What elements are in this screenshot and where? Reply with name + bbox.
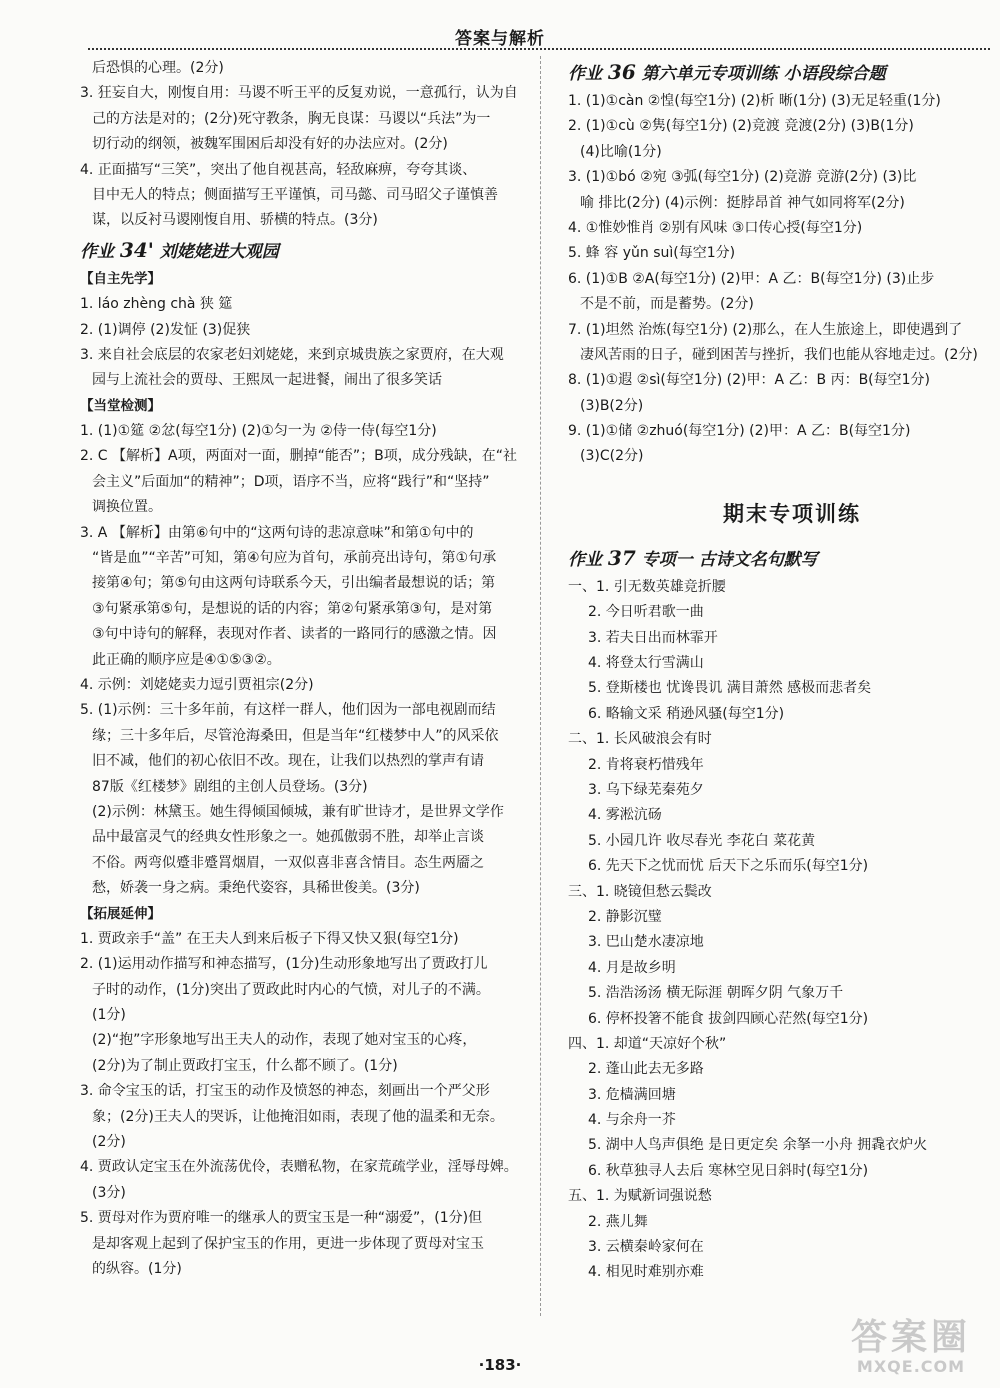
answer-line: 6. 停杯投箸不能食 拔剑四顾心茫然(每空1分): [588, 1010, 869, 1027]
section-title-text: 第六单元专项训练 小语段综合题: [635, 64, 886, 84]
watermark-url: MXQE.COM: [856, 1357, 966, 1376]
column-divider: [540, 56, 541, 1316]
left-column: [80, 56, 528, 1282]
answer-line: 3. 来自社会底层的农家老妇刘姥姥，来到京城贵族之家贾府，在大观: [80, 346, 504, 363]
answer-line: 5. 小园几许 收尽春光 李花白 菜花黄: [588, 832, 816, 849]
answer-line: 5. 湖中人鸟声俱绝 是日更定矣 余拏一小舟 拥毳衣炉火: [588, 1137, 928, 1154]
answer-line: (1分): [92, 1007, 126, 1024]
answer-line: (3)C(2分): [580, 448, 644, 465]
section-title: [568, 542, 1000, 575]
answer-line: 4. 示例：刘姥姥卖力逗引贾祖宗(2分): [80, 676, 314, 693]
answer-line: 4. 与余舟一芥: [588, 1112, 676, 1129]
answer-line: 不是不前，而是蓄势。(2分): [580, 296, 754, 313]
answer-line: 2. C 【解析】A项，两面对一面，删掉“能否”；B项，成分残缺，在“社: [80, 448, 517, 465]
answer-line: 四、1. 却道“天凉好个秋”: [568, 1035, 727, 1052]
answer-line: 2. 蓬山此去无多路: [588, 1061, 704, 1078]
chapter-title: 期末专项训练: [723, 500, 861, 526]
answer-line: 5. (1)示例：三十多年前，有这样一群人，他们因为一部电视剧而结: [80, 702, 496, 719]
answer-line: 3. 狂妄自大，刚愎自用：马谡不听王平的反复劝说，一意孤行，认为自: [80, 85, 518, 102]
answer-line: 喻 排比(2分) (4)示例：挺脖昂首 神气如同将军(2分): [580, 194, 905, 211]
answer-line: 接第④句；第⑤句由这两句诗联系今天，引出编者最想说的话；第: [92, 575, 496, 592]
section-title: [80, 234, 528, 267]
answer-line: 1. (1)①筵 ②忿(每空1分) (2)①匀一为 ②侍一侍(每空1分): [80, 423, 437, 440]
answer-line: 5. 浩浩汤汤 横无际涯 朝晖夕阴 气象万千: [588, 985, 844, 1002]
answer-line: 4. 雾淞沆砀: [588, 807, 662, 824]
section-title-prefix: 作业: [568, 549, 608, 570]
answer-line: 3. A 【解析】由第⑥句中的“这两句诗的悲凉意味”和第①句中的: [80, 524, 474, 541]
answer-line: 3. 云横秦岭家何在: [588, 1239, 704, 1256]
answer-line: 谋，以反衬马谡刚愎自用、骄横的特点。(3分): [92, 212, 378, 229]
answer-line: 4. 月是故乡明: [588, 959, 676, 976]
answer-line: 切行动的纲领，被魏军围困后却没有好的办法应对。(2分): [92, 136, 448, 153]
answer-line: 5. 蜂 容 yǔn suì(每空1分): [568, 245, 736, 262]
answer-line: 4. 正面描写“三笑”，突出了他自视甚高，轻敌麻痹，夸夸其谈、: [80, 161, 477, 178]
answer-line: 3. 危樯满回塘: [588, 1086, 676, 1103]
answer-line: (2分): [92, 1134, 126, 1151]
answer-line: 3. 若夫日出而林霏开: [588, 629, 718, 646]
answer-line: 2. (1)①cù ②隽(每空1分) (2)竞渡 竞渡(2分) (3)B(1分): [568, 118, 914, 135]
answer-line: 7. (1)坦然 治炼(每空1分) (2)那么，在人生旅途上，即使遇到了: [568, 321, 963, 338]
watermark-text: 答案圈: [850, 1317, 971, 1358]
subsection-heading: 【拓展延伸】: [80, 905, 161, 922]
section-title-number: 37: [607, 545, 636, 570]
answer-line: 6. 秋草独寻人去后 寒林空见日斜时(每空1分): [588, 1162, 869, 1179]
answer-line: 五、1. 为赋新词强说愁: [568, 1188, 712, 1205]
answer-line: 1. láo zhèng chà 狭 筵: [80, 296, 233, 313]
section-title-text: 刘姥姥进大观园: [153, 241, 279, 262]
answer-line: (3)B(2分): [580, 397, 644, 414]
section-title-number: 34': [119, 237, 154, 262]
answer-line: (4)比喻(1分): [580, 143, 662, 160]
answer-line: 3. 巴山楚水凄凉地: [588, 934, 704, 951]
subsection-heading: 【自主先学】: [80, 270, 161, 287]
answer-line: ③句紧承第⑤句，是想说的话的内容；第②句紧承第③句，是对第: [92, 600, 493, 617]
answer-line: 4. 相见时难别亦难: [588, 1264, 704, 1281]
answer-line: 4. 贾政认定宝玉在外流荡优伶，表赠私物，在家荒疏学业，淫辱母婢。: [80, 1159, 518, 1176]
answer-line: ③句中诗句的解释，表现对作者、读者的一路同行的感激之情。因: [92, 626, 497, 643]
answer-line: 5. 登斯楼也 忧谗畏讥 满目萧然 感极而悲者矣: [588, 680, 872, 697]
section-title-prefix: 作业: [568, 64, 608, 84]
header-divider: [88, 48, 990, 50]
answer-line: 6. 略输文采 稍逊风骚(每空1分): [588, 705, 785, 722]
answer-line: 二、1. 长风破浪会有时: [568, 731, 712, 748]
section-title-prefix: 作业: [80, 241, 120, 262]
answer-line: 6. 先天下之忧而忧 后天下之乐而乐(每空1分): [588, 858, 869, 875]
answer-line: 不俗。两弯似蹙非蹙罥烟眉，一双似喜非喜含情目。态生两靥之: [92, 854, 484, 871]
answer-line: 1. (1)①càn ②惶(每空1分) (2)析 晰(1分) (3)无足轻重(1分): [568, 93, 941, 109]
answer-line: 此正确的顺序应是④①⑤③②。: [92, 651, 281, 668]
answer-line: (2分)为了制止贾政打宝玉，什么都不顾了。(1分): [92, 1057, 398, 1074]
answer-line: “皆是血”“辛苦”可知，第④句应为首句，承前亮出诗句，第①句承: [92, 550, 497, 567]
answer-line: 三、1. 晓镜但愁云鬓改: [568, 883, 712, 900]
answer-line: (2)“抱”字形象地写出王夫人的动作，表现了她对宝玉的心疼，: [92, 1032, 477, 1049]
answer-line: 4. 将登太行雪满山: [588, 655, 704, 672]
answer-line: 凄风苦雨的日子，碰到困苦与挫折，我们也能从容地走过。(2分): [580, 346, 978, 363]
answer-line: 的纵容。(1分): [92, 1260, 182, 1277]
answer-line: 是却客观上起到了保护宝玉的作用，更进一步体现了贾母对宝玉: [92, 1235, 484, 1252]
answer-line: 子时的动作，(1分)突出了贾政此时内心的气愤，对儿子的不满。: [92, 981, 490, 998]
answer-line: 旧不减，他们的初心依旧不改。现在，让我们以热烈的掌声有请: [92, 753, 484, 770]
answer-line: (3分): [92, 1184, 126, 1201]
right-column: [568, 56, 1000, 1286]
answer-line: 3. 乌下绿芜秦苑夕: [588, 781, 704, 798]
section-title: [568, 56, 1000, 89]
page-header-title: 答案与解析: [455, 29, 545, 49]
answer-line: 品中最富灵气的经典女性形象之一。她孤傲弱不胜，却举止言谈: [92, 829, 484, 846]
answer-line: 1. 贾政亲手“盖” 在王夫人到来后板子下得又快又狠(每空1分): [80, 930, 459, 947]
answer-line: 9. (1)①储 ②zhuó(每空1分) (2)甲：A 乙：B(每空1分): [568, 423, 911, 440]
answer-line: 5. 贾母对作为贾府唯一的继承人的贾宝玉是一种“溺爱”，(1分)但: [80, 1210, 483, 1227]
answer-line: 己的方法是对的；(2分)死守教条，胸无良谋：马谡以“兵法”为一: [92, 110, 491, 127]
answer-line: 2. 肯将衰朽惜残年: [588, 756, 704, 773]
answer-line: 2. 今日听君歌一曲: [588, 604, 704, 621]
answer-line: 愁，娇袭一身之病。秉绝代姿容，具稀世俊美。(3分): [92, 880, 420, 897]
page-number: ·183·: [478, 1356, 522, 1374]
answer-line: 目中无人的特点；侧面描写王平谨慎，司马懿、司马昭父子谨慎善: [92, 186, 498, 203]
answer-line: 象；(2分)王夫人的哭诉，让他掩泪如雨，表现了他的温柔和无奈。: [92, 1108, 504, 1125]
answer-line: 缘；三十多年后，尽管沧海桑田，但是当年“红楼梦中人”的风采依: [92, 727, 499, 744]
subsection-heading: 【当堂检测】: [80, 397, 161, 414]
answer-line: 2. (1)运用动作描写和神态描写，(1分)生动形象地写出了贾政打儿: [80, 956, 488, 973]
answer-line: 一、1. 引无数英雄竞折腰: [568, 578, 726, 595]
answer-line: 3. (1)①bó ②宛 ③弧(每空1分) (2)竞游 竞游(2分) (3)比: [568, 169, 917, 186]
section-title-number: 36: [607, 60, 636, 84]
answer-line: 园与上流社会的贾母、王熙凤一起进餐，闹出了很多笑话: [92, 372, 442, 389]
answer-line: 2. (1)调停 (2)发怔 (3)促狭: [80, 321, 251, 338]
answer-line: 4. ①惟妙惟肖 ②别有风味 ③口传心授(每空1分): [568, 219, 863, 236]
watermark-logo: [826, 1318, 996, 1384]
answer-line: 后恐惧的心理。(2分): [92, 60, 224, 76]
answer-line: 87版《红楼梦》剧组的主创人员登场。(3分): [92, 778, 368, 795]
answer-line: 会主义”后面加“的精神”；D项，语序不当，应将“践行”和“坚持”: [92, 473, 490, 490]
answer-line: (2)示例：林黛玉。她生得倾国倾城，兼有旷世诗才，是世界文学作: [92, 803, 504, 820]
answer-line: 2. 燕儿舞: [588, 1213, 648, 1230]
answer-line: 6. (1)①B ②A(每空1分) (2)甲：A 乙：B(每空1分) (3)止步: [568, 270, 935, 287]
answer-line: 3. 命令宝玉的话，打宝玉的动作及愤怒的神态，刻画出一个严父形: [80, 1083, 490, 1100]
answer-line: 调换位置。: [92, 499, 162, 516]
answer-line: 8. (1)①遐 ②sì(每空1分) (2)甲：A 乙：B 丙：B(每空1分): [568, 372, 931, 389]
section-title-text: 专项一 古诗文名句默写: [635, 549, 818, 570]
answer-line: 2. 静影沉璧: [588, 908, 662, 925]
